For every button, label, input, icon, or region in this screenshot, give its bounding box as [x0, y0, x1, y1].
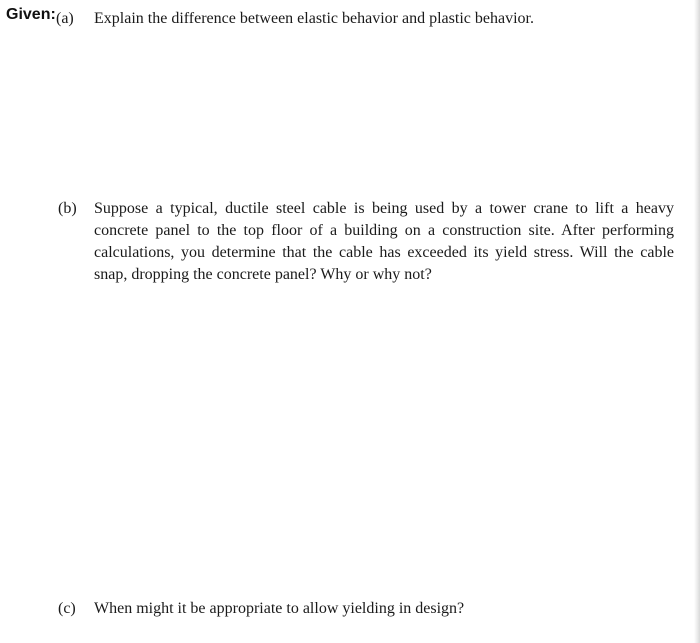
question-c-text: When might it be appropriate to allow yielding in design?	[94, 600, 465, 617]
page-edge-shadow	[694, 0, 700, 643]
question-c-label: (c)	[58, 600, 76, 617]
question-a-label: (a)	[56, 10, 74, 27]
question-a-text: Explain the difference between elastic behavior and plastic behavior.	[94, 10, 534, 27]
question-b-label: (b)	[58, 200, 77, 217]
given-label: Given:	[6, 6, 56, 23]
question-b-text: Suppose a typical, ductile steel cable is being used by a tower crane to lift a heavy concrete panel to the top floor of a building on a construction site. After performing calculations, you determine that the cable has exceeded its yield stress. Will the cable snap, dropping the concrete panel? Why or why not?	[94, 200, 674, 283]
